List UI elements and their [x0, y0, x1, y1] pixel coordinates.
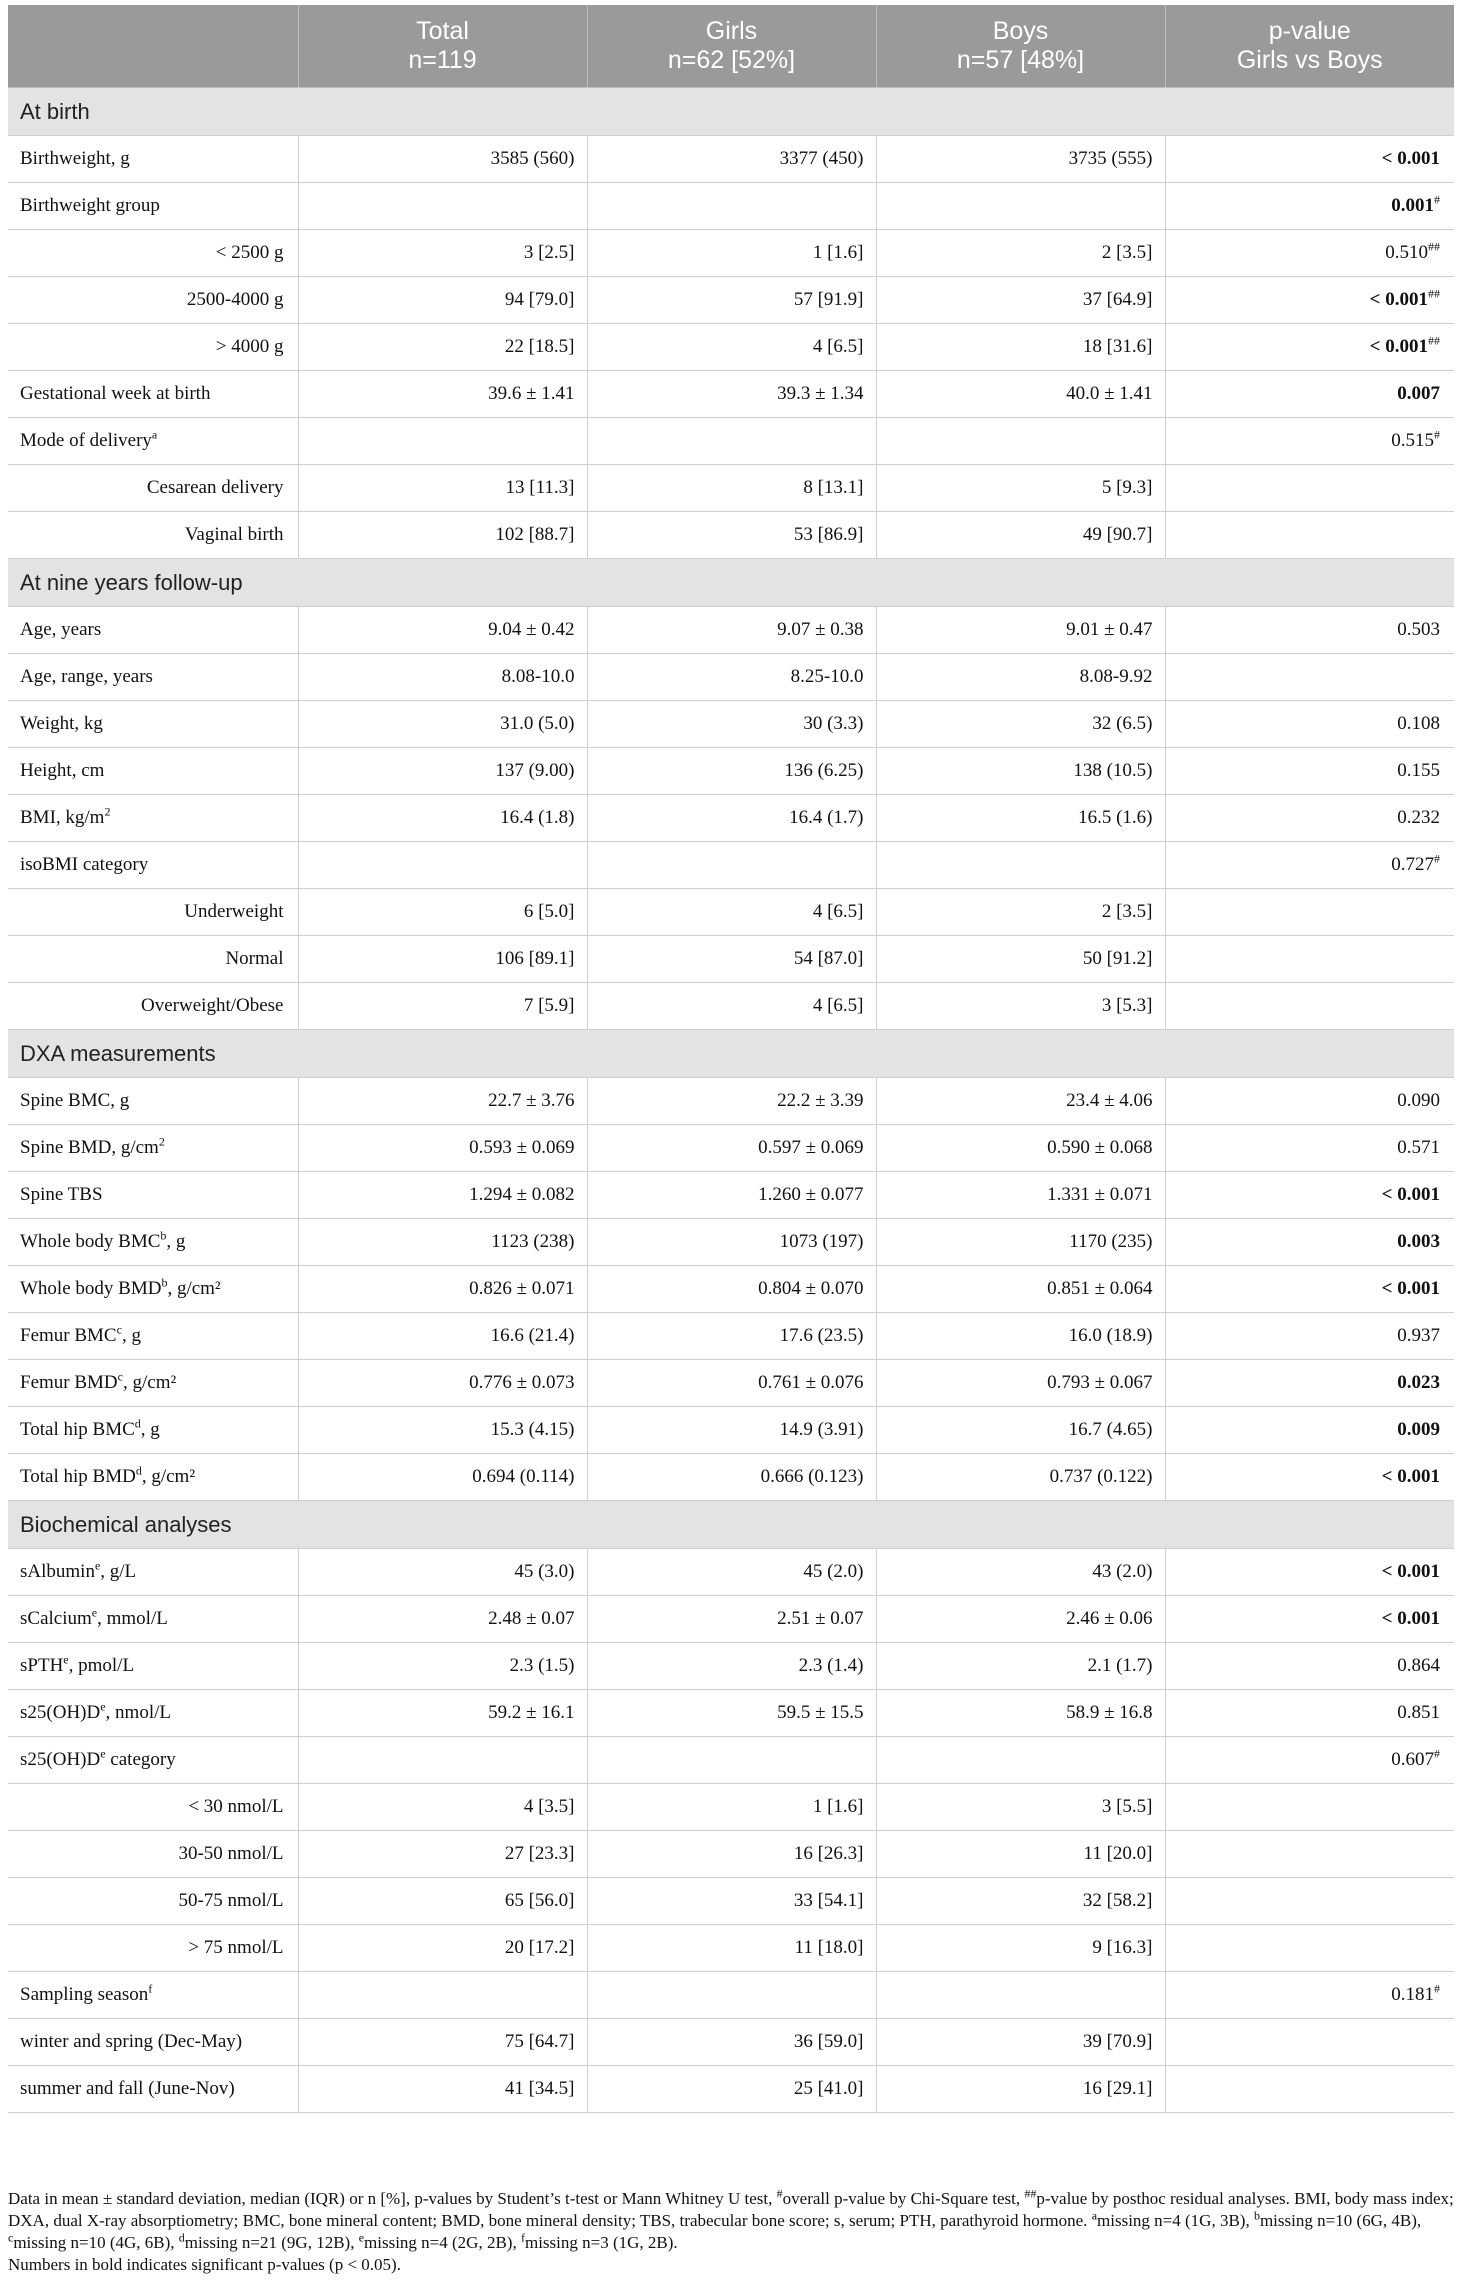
- header-boys: Boys n=57 [48%]: [876, 5, 1165, 88]
- cell-girls: 25 [41.0]: [587, 2066, 876, 2113]
- cell-girls: [587, 418, 876, 465]
- cell-p-value: 0.108: [1165, 701, 1454, 748]
- row-label: 2500-4000 g: [8, 277, 298, 324]
- cell-girls: 3377 (450): [587, 136, 876, 183]
- cell-boys: 138 (10.5): [876, 748, 1165, 795]
- cell-total: 94 [79.0]: [298, 277, 587, 324]
- cell-p-value: 0.090: [1165, 1078, 1454, 1125]
- table-row: [8, 512, 1454, 559]
- cell-boys: 9.01 ± 0.47: [876, 607, 1165, 654]
- cell-total: 106 [89.1]: [298, 936, 587, 983]
- row-label: Cesarean delivery: [8, 465, 298, 512]
- table-row: [8, 983, 1454, 1030]
- row-label: Weight, kg: [8, 701, 298, 748]
- table-row: [8, 1078, 1454, 1125]
- cell-total: 22.7 ± 3.76: [298, 1078, 587, 1125]
- cell-p-value: < 0.001: [1165, 1549, 1454, 1596]
- cell-boys: 16.7 (4.65): [876, 1407, 1165, 1454]
- cell-p-value: 0.727#: [1165, 842, 1454, 889]
- cell-total: 16.4 (1.8): [298, 795, 587, 842]
- row-label: > 75 nmol/L: [8, 1925, 298, 1972]
- row-label: Whole body BMD$^b$, g/cm²: [8, 1266, 298, 1313]
- cell-girls: 8 [13.1]: [587, 465, 876, 512]
- table-row: [8, 1737, 1454, 1784]
- cell-total: 9.04 ± 0.42: [298, 607, 587, 654]
- row-label: 30-50 nmol/L: [8, 1831, 298, 1878]
- table-row: [8, 183, 1454, 230]
- cell-p-value: 0.851: [1165, 1690, 1454, 1737]
- cell-p-value: 0.571: [1165, 1125, 1454, 1172]
- row-label: Mode of delivery$^a$: [8, 418, 298, 465]
- cell-girls: 53 [86.9]: [587, 512, 876, 559]
- row-label: Age, range, years: [8, 654, 298, 701]
- section-title: DXA measurements: [8, 1030, 1454, 1078]
- table-row: [8, 1690, 1454, 1737]
- row-label: Vaginal birth: [8, 512, 298, 559]
- table-row: [8, 1219, 1454, 1266]
- cell-total: 137 (9.00): [298, 748, 587, 795]
- cell-boys: 58.9 ± 16.8: [876, 1690, 1165, 1737]
- cell-boys: 0.793 ± 0.067: [876, 1360, 1165, 1407]
- cell-girls: 17.6 (23.5): [587, 1313, 876, 1360]
- cell-total: 20 [17.2]: [298, 1925, 587, 1972]
- cell-total: [298, 183, 587, 230]
- cell-girls: 4 [6.5]: [587, 324, 876, 371]
- cell-p-value: [1165, 654, 1454, 701]
- row-label: Spine TBS: [8, 1172, 298, 1219]
- cell-p-value: 0.510##: [1165, 230, 1454, 277]
- cell-boys: 11 [20.0]: [876, 1831, 1165, 1878]
- table-row: [8, 654, 1454, 701]
- cell-girls: 22.2 ± 3.39: [587, 1078, 876, 1125]
- cell-girls: [587, 842, 876, 889]
- table-row: [8, 324, 1454, 371]
- table-row: [8, 748, 1454, 795]
- cell-total: 2.3 (1.5): [298, 1643, 587, 1690]
- cell-total: 41 [34.5]: [298, 2066, 587, 2113]
- cell-p-value: < 0.001: [1165, 1266, 1454, 1313]
- row-label: Birthweight, g: [8, 136, 298, 183]
- cell-total: 4 [3.5]: [298, 1784, 587, 1831]
- cell-girls: 57 [91.9]: [587, 277, 876, 324]
- table-row: [8, 1643, 1454, 1690]
- cell-total: 0.694 (0.114): [298, 1454, 587, 1501]
- row-label: sAlbumin$^e$, g/L: [8, 1549, 298, 1596]
- cell-girls: 2.51 ± 0.07: [587, 1596, 876, 1643]
- cell-p-value: 0.155: [1165, 748, 1454, 795]
- cell-boys: [876, 1972, 1165, 2019]
- row-label: < 2500 g: [8, 230, 298, 277]
- cell-boys: 2.1 (1.7): [876, 1643, 1165, 1690]
- cell-boys: 0.590 ± 0.068: [876, 1125, 1165, 1172]
- cell-girls: 1 [1.6]: [587, 230, 876, 277]
- cell-girls: 8.25-10.0: [587, 654, 876, 701]
- cell-girls: 16 [26.3]: [587, 1831, 876, 1878]
- cell-girls: 11 [18.0]: [587, 1925, 876, 1972]
- cell-boys: 43 (2.0): [876, 1549, 1165, 1596]
- table-row: [8, 1549, 1454, 1596]
- cell-boys: 5 [9.3]: [876, 465, 1165, 512]
- cell-total: 16.6 (21.4): [298, 1313, 587, 1360]
- cell-p-value: < 0.001: [1165, 1172, 1454, 1219]
- cell-p-value: 0.937: [1165, 1313, 1454, 1360]
- cell-girls: 1 [1.6]: [587, 1784, 876, 1831]
- cell-p-value: 0.023: [1165, 1360, 1454, 1407]
- cell-total: 59.2 ± 16.1: [298, 1690, 587, 1737]
- table-row: [8, 1925, 1454, 1972]
- table-row: [8, 230, 1454, 277]
- cell-boys: 9 [16.3]: [876, 1925, 1165, 1972]
- section-header-row: [8, 88, 1454, 136]
- header-row: [8, 5, 1454, 88]
- cell-p-value: 0.864: [1165, 1643, 1454, 1690]
- cell-total: [298, 1972, 587, 2019]
- cell-p-value: 0.181#: [1165, 1972, 1454, 2019]
- cell-total: 1.294 ± 0.082: [298, 1172, 587, 1219]
- cell-girls: 30 (3.3): [587, 701, 876, 748]
- data-table: [8, 5, 1454, 2113]
- table-row: [8, 1407, 1454, 1454]
- cell-p-value: < 0.001: [1165, 136, 1454, 183]
- cell-total: 0.826 ± 0.071: [298, 1266, 587, 1313]
- cell-boys: 8.08-9.92: [876, 654, 1165, 701]
- cell-girls: 54 [87.0]: [587, 936, 876, 983]
- cell-boys: 1170 (235): [876, 1219, 1165, 1266]
- cell-total: 3 [2.5]: [298, 230, 587, 277]
- cell-p-value: < 0.001##: [1165, 324, 1454, 371]
- cell-boys: 40.0 ± 1.41: [876, 371, 1165, 418]
- cell-boys: 32 (6.5): [876, 701, 1165, 748]
- cell-p-value: 0.232: [1165, 795, 1454, 842]
- cell-girls: 59.5 ± 15.5: [587, 1690, 876, 1737]
- cell-total: 3585 (560): [298, 136, 587, 183]
- row-label: 50-75 nmol/L: [8, 1878, 298, 1925]
- row-label: Overweight/Obese: [8, 983, 298, 1030]
- row-label: Normal: [8, 936, 298, 983]
- cell-total: 7 [5.9]: [298, 983, 587, 1030]
- cell-boys: [876, 418, 1165, 465]
- section-header-row: [8, 1501, 1454, 1549]
- cell-boys: 16.5 (1.6): [876, 795, 1165, 842]
- table-row: [8, 1878, 1454, 1925]
- cell-total: 15.3 (4.15): [298, 1407, 587, 1454]
- cell-boys: 50 [91.2]: [876, 936, 1165, 983]
- row-label: Whole body BMC$^b$, g: [8, 1219, 298, 1266]
- cell-girls: 33 [54.1]: [587, 1878, 876, 1925]
- cell-p-value: [1165, 1925, 1454, 1972]
- row-label: > 4000 g: [8, 324, 298, 371]
- cell-p-value: < 0.001: [1165, 1454, 1454, 1501]
- cell-boys: 2.46 ± 0.06: [876, 1596, 1165, 1643]
- cell-girls: [587, 1972, 876, 2019]
- table-row: [8, 1596, 1454, 1643]
- cell-girls: 39.3 ± 1.34: [587, 371, 876, 418]
- table-row: [8, 701, 1454, 748]
- cell-boys: 3 [5.5]: [876, 1784, 1165, 1831]
- cell-boys: [876, 183, 1165, 230]
- cell-girls: 14.9 (3.91): [587, 1407, 876, 1454]
- table-row: [8, 1313, 1454, 1360]
- cell-total: 22 [18.5]: [298, 324, 587, 371]
- table-row: [8, 418, 1454, 465]
- cell-p-value: [1165, 936, 1454, 983]
- cell-boys: 2 [3.5]: [876, 230, 1165, 277]
- cell-total: 102 [88.7]: [298, 512, 587, 559]
- cell-girls: 9.07 ± 0.38: [587, 607, 876, 654]
- cell-total: [298, 842, 587, 889]
- cell-p-value: [1165, 465, 1454, 512]
- cell-boys: [876, 842, 1165, 889]
- cell-total: 65 [56.0]: [298, 1878, 587, 1925]
- cell-total: 39.6 ± 1.41: [298, 371, 587, 418]
- row-label: Femur BMD$^c$, g/cm²: [8, 1360, 298, 1407]
- cell-p-value: 0.607#: [1165, 1737, 1454, 1784]
- cell-girls: 45 (2.0): [587, 1549, 876, 1596]
- cell-p-value: 0.003: [1165, 1219, 1454, 1266]
- cell-p-value: [1165, 2019, 1454, 2066]
- cell-girls: 16.4 (1.7): [587, 795, 876, 842]
- row-label: Underweight: [8, 889, 298, 936]
- header-girls: Girls n=62 [52%]: [587, 5, 876, 88]
- table-row: [8, 1125, 1454, 1172]
- cell-p-value: 0.503: [1165, 607, 1454, 654]
- table-row: [8, 1831, 1454, 1878]
- table-row: [8, 2019, 1454, 2066]
- cell-boys: 16 [29.1]: [876, 2066, 1165, 2113]
- table-row: [8, 1784, 1454, 1831]
- cell-boys: 37 [64.9]: [876, 277, 1165, 324]
- cell-total: 1123 (238): [298, 1219, 587, 1266]
- section-title: At birth: [8, 88, 1454, 136]
- row-label: Spine BMC, g: [8, 1078, 298, 1125]
- cell-boys: 2 [3.5]: [876, 889, 1165, 936]
- table-row: [8, 1454, 1454, 1501]
- table-row: [8, 1172, 1454, 1219]
- cell-p-value: 0.007: [1165, 371, 1454, 418]
- cell-boys: 3735 (555): [876, 136, 1165, 183]
- table-row: [8, 371, 1454, 418]
- cell-p-value: [1165, 889, 1454, 936]
- cell-girls: [587, 1737, 876, 1784]
- row-label: Birthweight group: [8, 183, 298, 230]
- table-row: [8, 607, 1454, 654]
- row-label: s25(OH)De category: [8, 1737, 298, 1784]
- row-label: isoBMI category: [8, 842, 298, 889]
- cell-boys: 16.0 (18.9): [876, 1313, 1165, 1360]
- table-row: [8, 936, 1454, 983]
- cell-p-value: [1165, 983, 1454, 1030]
- cell-girls: 4 [6.5]: [587, 983, 876, 1030]
- row-label: winter and spring (Dec-May): [8, 2019, 298, 2066]
- table-row: [8, 1972, 1454, 2019]
- cell-total: 8.08-10.0: [298, 654, 587, 701]
- row-label: Femur BMC$^c$, g: [8, 1313, 298, 1360]
- row-label: Sampling season$^f$: [8, 1972, 298, 2019]
- row-label: BMI, $kg/m^2$: [8, 795, 298, 842]
- table-container: [8, 5, 1454, 2113]
- cell-boys: 32 [58.2]: [876, 1878, 1165, 1925]
- table-body: [8, 88, 1454, 2113]
- table-row: [8, 136, 1454, 183]
- row-label: Age, years: [8, 607, 298, 654]
- cell-p-value: [1165, 1784, 1454, 1831]
- cell-girls: [587, 183, 876, 230]
- row-label: sCalcium$^e$, mmol/L: [8, 1596, 298, 1643]
- cell-p-value: [1165, 1878, 1454, 1925]
- row-label: Total hip BMC$^d$, g: [8, 1407, 298, 1454]
- cell-girls: 0.804 ± 0.070: [587, 1266, 876, 1313]
- cell-girls: 36 [59.0]: [587, 2019, 876, 2066]
- cell-p-value: < 0.001##: [1165, 277, 1454, 324]
- row-label: < 30 nmol/L: [8, 1784, 298, 1831]
- section-header-row: [8, 559, 1454, 607]
- cell-boys: 0.851 ± 0.064: [876, 1266, 1165, 1313]
- header-blank: [8, 5, 298, 88]
- cell-boys: 1.331 ± 0.071: [876, 1172, 1165, 1219]
- table-row: [8, 277, 1454, 324]
- cell-total: 31.0 (5.0): [298, 701, 587, 748]
- row-label: Spine BMD, $g/cm^2$: [8, 1125, 298, 1172]
- table-row: [8, 889, 1454, 936]
- cell-p-value: 0.009: [1165, 1407, 1454, 1454]
- cell-girls: 0.761 ± 0.076: [587, 1360, 876, 1407]
- cell-girls: 1073 (197): [587, 1219, 876, 1266]
- cell-girls: 1.260 ± 0.077: [587, 1172, 876, 1219]
- cell-total: 2.48 ± 0.07: [298, 1596, 587, 1643]
- cell-boys: 23.4 ± 4.06: [876, 1078, 1165, 1125]
- row-label: summer and fall (June-Nov): [8, 2066, 298, 2113]
- header-total: Total n=119: [298, 5, 587, 88]
- cell-total: 6 [5.0]: [298, 889, 587, 936]
- table-row: [8, 1360, 1454, 1407]
- table-row: [8, 1266, 1454, 1313]
- cell-boys: 49 [90.7]: [876, 512, 1165, 559]
- row-label: s25(OH)De, nmol/L: [8, 1690, 298, 1737]
- row-label: sPTH$^e$, pmol/L: [8, 1643, 298, 1690]
- cell-girls: 136 (6.25): [587, 748, 876, 795]
- row-label: Total hip BMD$^d$, g/cm²: [8, 1454, 298, 1501]
- cell-boys: 0.737 (0.122): [876, 1454, 1165, 1501]
- cell-girls: 2.3 (1.4): [587, 1643, 876, 1690]
- cell-total: 0.593 ± 0.069: [298, 1125, 587, 1172]
- cell-boys: 18 [31.6]: [876, 324, 1165, 371]
- cell-total: 13 [11.3]: [298, 465, 587, 512]
- cell-total: 27 [23.3]: [298, 1831, 587, 1878]
- row-label: Gestational week at birth: [8, 371, 298, 418]
- cell-total: [298, 418, 587, 465]
- cell-p-value: 0.515#: [1165, 418, 1454, 465]
- cell-boys: [876, 1737, 1165, 1784]
- table-row: [8, 2066, 1454, 2113]
- cell-p-value: [1165, 1831, 1454, 1878]
- table-row: [8, 465, 1454, 512]
- row-label: Height, cm: [8, 748, 298, 795]
- table-row: [8, 795, 1454, 842]
- cell-total: 45 (3.0): [298, 1549, 587, 1596]
- section-title: At nine years follow-up: [8, 559, 1454, 607]
- cell-total: 0.776 ± 0.073: [298, 1360, 587, 1407]
- cell-p-value: [1165, 512, 1454, 559]
- cell-total: [298, 1737, 587, 1784]
- cell-girls: 4 [6.5]: [587, 889, 876, 936]
- cell-boys: 3 [5.3]: [876, 983, 1165, 1030]
- table-row: [8, 842, 1454, 889]
- footnote-significance: Numbers in bold indicates significant p-values (p < 0.05).: [8, 2255, 401, 2274]
- cell-p-value: < 0.001: [1165, 1596, 1454, 1643]
- cell-total: 75 [64.7]: [298, 2019, 587, 2066]
- cell-boys: 39 [70.9]: [876, 2019, 1165, 2066]
- cell-girls: 0.666 (0.123): [587, 1454, 876, 1501]
- table-footnotes: [8, 2188, 1454, 2276]
- cell-p-value: [1165, 2066, 1454, 2113]
- footnote-text: Data in mean ± standard deviation, median (IQR) or n [%], p-values by Student’s t-test or Mann Whitney U test, #overall p-value by Chi-Square test, ##p-value by posthoc residual analyses. BMI, body mass index; DXA, dual X-ray absorptiometry; BMC, bone mineral content; BMD, bone mineral density; TBS, trabecular bone score; s, serum; PTH, parathyroid hormone. $^a$missing n=4 (1G, 3B), $^b$missing n=10 (6G, 4B), $^c$missing n=10 (4G, 6B), $^d$missing n=21 (9G, 12B), $^e$missing n=4 (2G, 2B), $^f$missing n=3 (1G, 2B).: [8, 2186, 1454, 2252]
- header-p-value: p-value Girls vs Boys: [1165, 5, 1454, 88]
- section-title: Biochemical analyses: [8, 1501, 1454, 1549]
- section-header-row: [8, 1030, 1454, 1078]
- cell-girls: 0.597 ± 0.069: [587, 1125, 876, 1172]
- cell-p-value: 0.001#: [1165, 183, 1454, 230]
